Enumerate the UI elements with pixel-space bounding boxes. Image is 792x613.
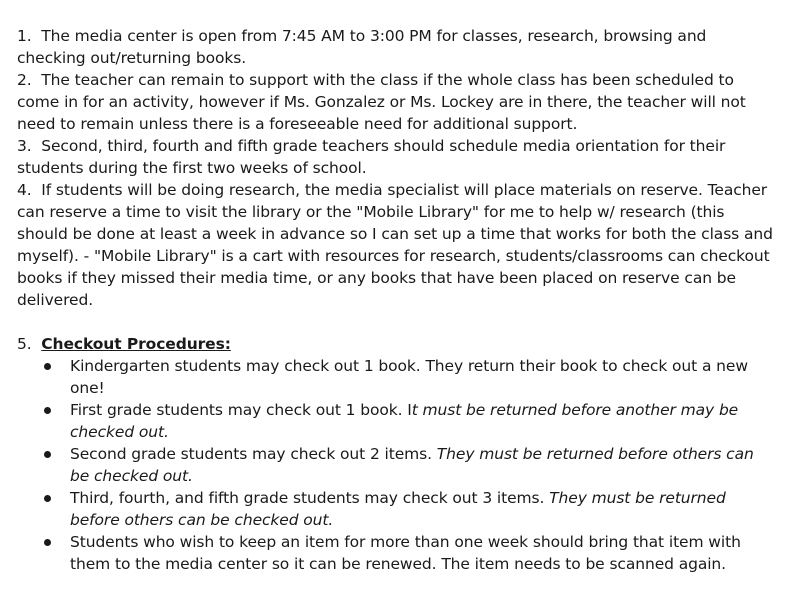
list-item-3 bbox=[17, 135, 777, 179]
bullet-dot-icon bbox=[44, 495, 51, 502]
bullet-dot-icon bbox=[44, 407, 51, 414]
bullet-dot-icon bbox=[44, 451, 51, 458]
item-text: The teacher can remain to support with the class if the whole class has been scheduled to come in for an activity, however if Ms. Gonzalez or Ms. Lockey are in there, the teacher will not need to remain unless there is a foreseeable need for additional support. bbox=[17, 71, 746, 133]
item-text: If students will be doing research, the media specialist will place materials on reserve. Teacher can reserve a time to visit the library or the "Mobile Library" for me to help w/ research (this should be done at least a week in advance so I can set up a time that works for both the class and myself). - "Mobile Library" is a cart with resources for research, students/classrooms can checkout books if they missed their media time, or any books that have been placed on reserve can be delivered. bbox=[17, 181, 773, 309]
bullet-text: Third, fourth, and fifth grade students may check out 3 items. bbox=[70, 489, 550, 507]
bullet-item-2 bbox=[17, 399, 777, 443]
document-body bbox=[17, 25, 777, 575]
list-item-4 bbox=[17, 179, 777, 311]
bullet-emphasis: t must be returned before another may be checked out. bbox=[70, 401, 739, 441]
list-item-1 bbox=[17, 25, 777, 69]
bullet-dot-icon bbox=[44, 539, 51, 546]
bullet-text: First grade students may check out 1 book. I bbox=[70, 401, 412, 419]
bullet-text: Students who wish to keep an item for more than one week should bring that item with them to the media center so it can be renewed. The item needs to be scanned again. bbox=[70, 533, 741, 573]
bullet-emphasis: They must be returned before others can be checked out. bbox=[70, 445, 754, 485]
list-item-2 bbox=[17, 69, 777, 135]
item-text: Second, third, fourth and fifth grade teachers should schedule media orientation for their students during the first two weeks of school. bbox=[17, 137, 726, 177]
section-heading bbox=[17, 333, 777, 355]
item-text: The media center is open from 7:45 AM to 3:00 PM for classes, research, browsing and checking out/returning books. bbox=[17, 27, 707, 67]
bullet-item-5 bbox=[17, 531, 777, 575]
checkout-bullet-list bbox=[17, 355, 777, 575]
bullet-text: Kindergarten students may check out 1 book. They return their book to check out a new one! bbox=[70, 357, 748, 397]
bullet-item-4 bbox=[17, 487, 777, 531]
item-number: 3. bbox=[17, 137, 32, 155]
bullet-dot-icon bbox=[44, 363, 51, 370]
item-number: 4. bbox=[17, 181, 32, 199]
item-number: 1. bbox=[17, 27, 32, 45]
item-number: 2. bbox=[17, 71, 32, 89]
bullet-item-3 bbox=[17, 443, 777, 487]
section-number: 5. bbox=[17, 335, 32, 353]
bullet-item-1 bbox=[17, 355, 777, 399]
bullet-emphasis: They must be returned before others can be checked out. bbox=[70, 489, 726, 529]
bullet-text: Second grade students may check out 2 items. bbox=[70, 445, 437, 463]
section-title: Checkout Procedures: bbox=[41, 335, 231, 353]
paragraph-spacer bbox=[17, 311, 777, 333]
